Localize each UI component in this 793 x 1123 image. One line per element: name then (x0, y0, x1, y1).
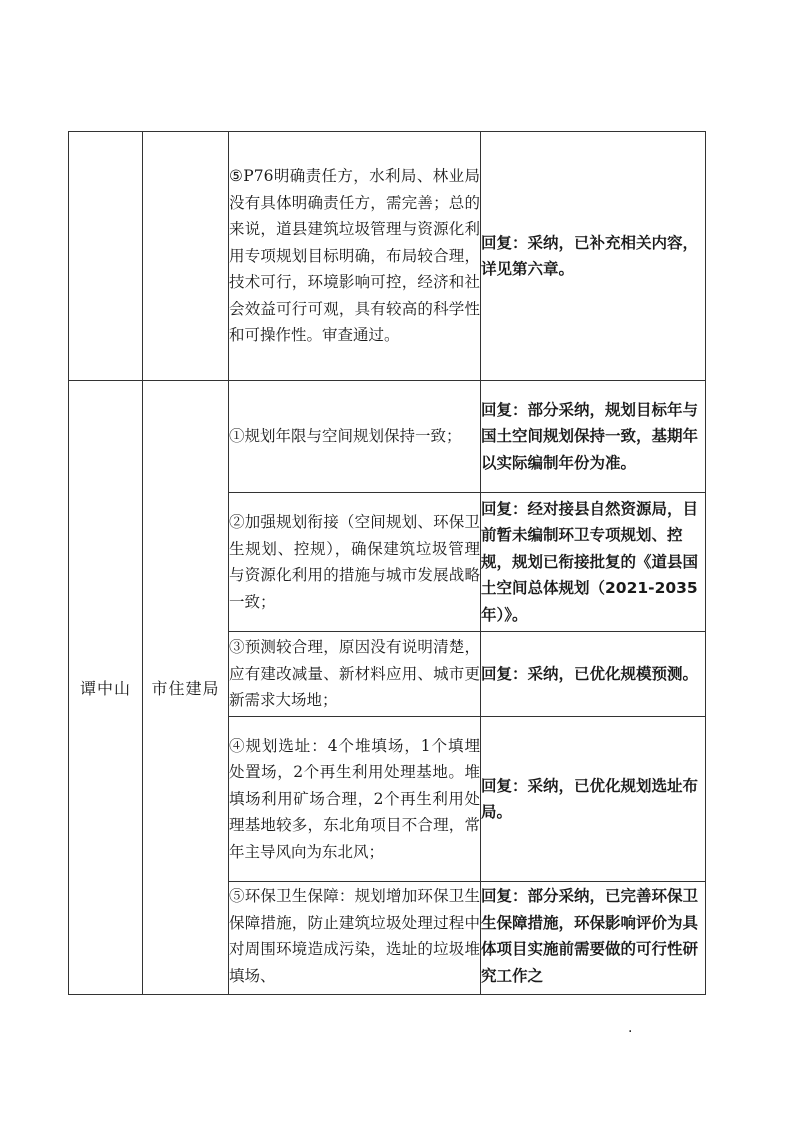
table-row (69, 381, 706, 493)
opinion-cell: ⑤P76明确责任方，水利局、林业局没有具体明确责任方，需完善；总的来说，道县建筑垃圾管理与资源化利用专项规划目标明确，布局较合理，技术可行，环境影响可控，经济和社会效益可行可观，具有较高的科学性和可操作性。审查通过。 (229, 132, 481, 381)
opinion-cell: ③预测较合理，原因没有说明清楚，应有建改减量、新材料应用、城市更新需求大场地； (229, 632, 481, 717)
footer-mark: . (628, 1020, 633, 1036)
reply-cell: 回复：经对接县自然资源局，目前暂未编制环卫专项规划、控规，规划已衔接批复的《道县国土空间总体规划（2021-2035 年）》。 (481, 493, 706, 632)
opinion-cell: ②加强规划衔接（空间规划、环保卫生规划、控规），确保建筑垃圾管理与资源化利用的措施与城市发展战略一致； (229, 493, 481, 632)
reply-cell: 回复：部分采纳，已完善环保卫生保障措施，环保影响评价为具体项目实施前需要做的可行性研究工作之 (481, 882, 706, 995)
opinion-cell: ⑤环保卫生保障：规划增加环保卫生保障措施，防止建筑垃圾处理过程中对周围环境造成污染，选址的垃圾堆填场、 (229, 882, 481, 995)
reply-cell: 回复：采纳，已优化规模预测。 (481, 632, 706, 717)
reply-cell: 回复：采纳，已优化规划选址布局。 (481, 717, 706, 882)
reply-cell: 回复：采纳，已补充相关内容，详见第六章。 (481, 132, 706, 381)
empty-cell (69, 132, 143, 381)
reply-cell: 回复：部分采纳，规划目标年与国土空间规划保持一致，基期年以实际编制年份为准。 (481, 381, 706, 493)
opinion-cell: ④规划选址：4个堆填场，1个填埋处置场，2个再生利用处理基地。堆填场利用矿场合理，2个再生利用处理基地较多，东北角项目不合理，常年主导风向为东北风； (229, 717, 481, 882)
expert-name-cell: 谭中山 (69, 381, 143, 995)
department-cell: 市住建局 (143, 381, 229, 995)
opinion-cell: ①规划年限与空间规划保持一致； (229, 381, 481, 493)
review-table (68, 131, 706, 995)
empty-cell (143, 132, 229, 381)
table-row (69, 132, 706, 381)
